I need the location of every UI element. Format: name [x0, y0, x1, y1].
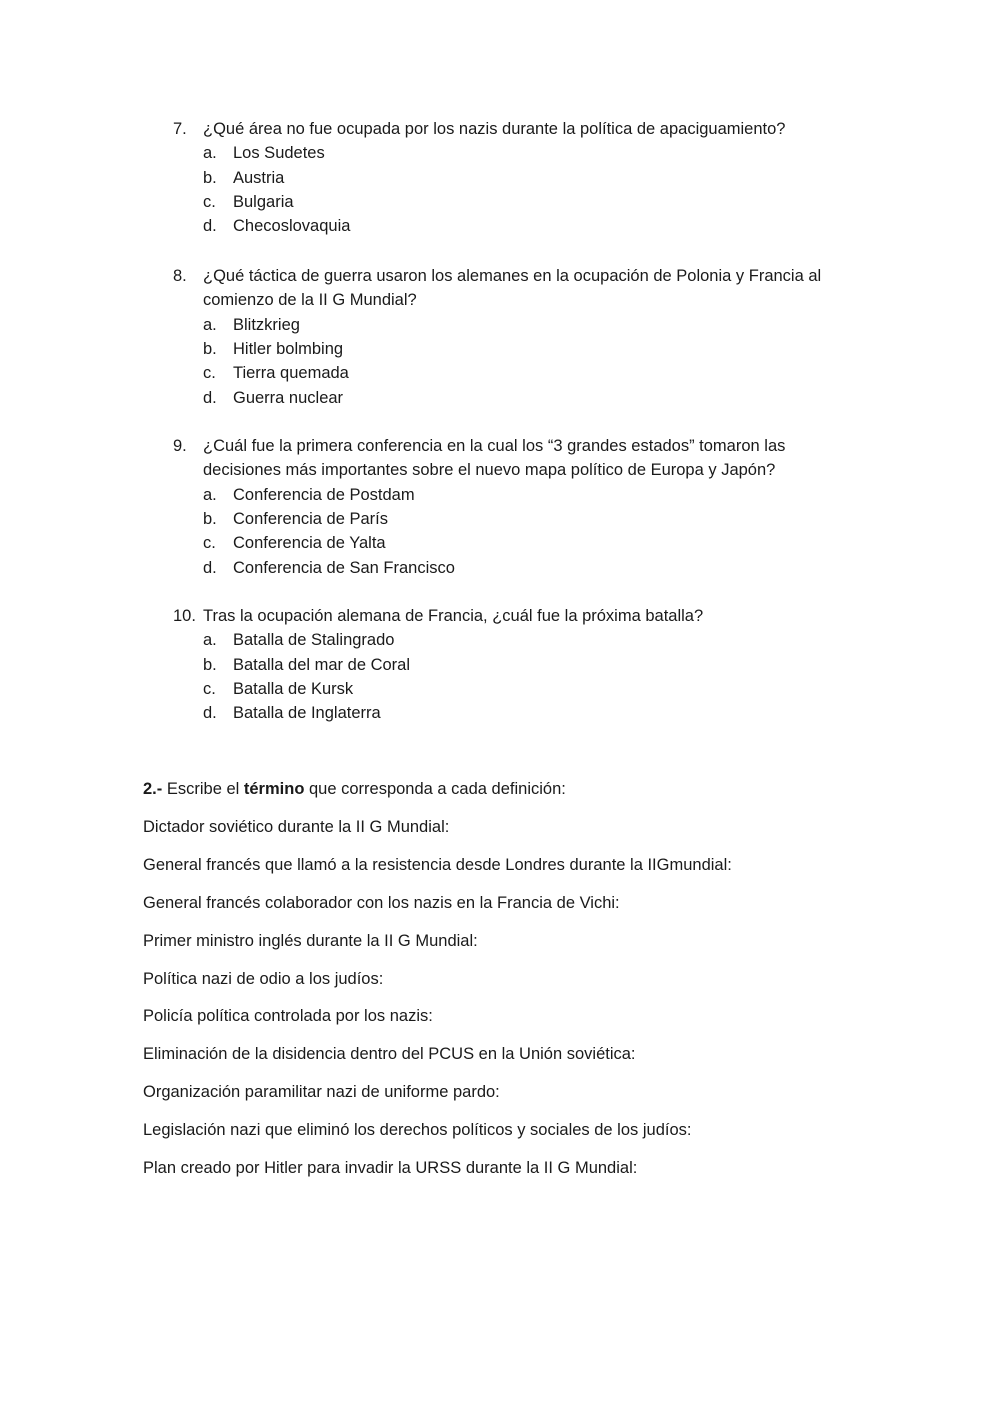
option-text: Conferencia de Postdam	[233, 485, 415, 504]
instruction-prefix: Escribe el	[162, 780, 244, 798]
definition-line: Política nazi de odio a los judíos:	[143, 970, 384, 988]
option-text: Batalla de Stalingrado	[233, 631, 395, 650]
option-letter: a.	[203, 144, 217, 163]
question-number: 7.	[173, 120, 187, 138]
answer-option	[173, 677, 853, 701]
question-text: ¿Qué táctica de guerra usaron los alemanes en la ocupación de Polonia y Francia al comienzo de la II G Mundial?	[203, 267, 822, 310]
definition-line: Legislación nazi que eliminó los derechos políticos y sociales de los judíos:	[143, 1121, 692, 1139]
option-text: Conferencia de San Francisco	[233, 558, 455, 577]
question-text: ¿Cuál fue la primera conferencia en la cual los “3 grandes estados” tomaron las decisiones más importantes sobre el nuevo mapa político de Europa y Japón?	[203, 437, 786, 480]
option-letter: c.	[203, 193, 216, 211]
option-letter: a.	[203, 485, 217, 504]
answer-option	[173, 313, 853, 337]
option-letter: d.	[203, 388, 217, 407]
definition-line: Organización paramilitar nazi de uniforme pardo:	[143, 1083, 500, 1101]
instruction-suffix: que corresponda a cada definición:	[304, 780, 566, 798]
question-number: 10.	[173, 607, 196, 625]
option-text: Conferencia de París	[233, 510, 389, 529]
option-text: Batalla del mar de Coral	[233, 655, 411, 674]
option-text: Conferencia de Yalta	[233, 534, 386, 553]
definition-line: Dictador soviético durante la II G Mundial:	[143, 818, 450, 836]
question-text: Tras la ocupación alemana de Francia, ¿cuál fue la próxima batalla?	[203, 607, 704, 625]
question-8	[173, 264, 853, 410]
option-letter: c.	[203, 364, 216, 383]
section-2-instructions	[143, 777, 566, 801]
answer-option	[173, 531, 853, 555]
answer-option	[173, 361, 853, 385]
option-letter: d.	[203, 704, 217, 723]
answer-option	[173, 190, 853, 214]
question-text: ¿Qué área no fue ocupada por los nazis durante la política de apaciguamiento?	[203, 120, 786, 138]
answer-option	[173, 653, 853, 677]
option-letter: b.	[203, 340, 217, 359]
option-text: Checoslovaquia	[233, 217, 351, 236]
definition-line: Plan creado por Hitler para invadir la URSS durante la II G Mundial:	[143, 1159, 638, 1177]
option-text: Guerra nuclear	[233, 388, 344, 407]
option-letter: b.	[203, 168, 217, 187]
option-letter: d.	[203, 558, 217, 577]
option-letter: d.	[203, 217, 217, 236]
option-text: Blitzkrieg	[233, 315, 300, 334]
answer-option	[173, 507, 853, 531]
answer-option	[173, 628, 853, 652]
option-text: Tierra quemada	[233, 364, 349, 383]
answer-option	[173, 556, 853, 580]
option-text: Hitler bolmbing	[233, 340, 344, 359]
section-number: 2.-	[143, 780, 163, 798]
option-text: Bulgaria	[233, 193, 294, 211]
option-letter: c.	[203, 680, 216, 698]
option-text: Batalla de Inglaterra	[233, 704, 381, 723]
option-letter: c.	[203, 534, 216, 553]
definition-line: Primer ministro inglés durante la II G Mundial:	[143, 932, 478, 950]
question-7	[173, 117, 853, 239]
option-letter: a.	[203, 315, 217, 334]
definition-line: General francés colaborador con los nazis en la Francia de Vichi:	[143, 894, 620, 912]
question-10	[173, 604, 853, 726]
definition-line: General francés que llamó a la resistencia desde Londres durante la IIGmundial:	[143, 856, 732, 874]
answer-option	[173, 386, 853, 410]
option-letter: b.	[203, 655, 217, 674]
answer-option	[173, 166, 853, 190]
answer-option	[173, 141, 853, 165]
question-number: 8.	[173, 267, 187, 285]
answer-option	[173, 701, 853, 725]
option-text: Austria	[233, 168, 285, 187]
definition-line: Eliminación de la disidencia dentro del PCUS en la Unión soviética:	[143, 1045, 636, 1063]
answer-option	[173, 483, 853, 507]
instruction-bold-word: término	[243, 780, 305, 798]
answer-option	[173, 337, 853, 361]
question-9	[173, 434, 853, 580]
question-number: 9.	[173, 437, 187, 455]
definition-line: Policía política controlada por los nazis:	[143, 1007, 433, 1025]
option-letter: b.	[203, 510, 217, 529]
option-text: Los Sudetes	[233, 144, 325, 163]
option-text: Batalla de Kursk	[233, 680, 354, 698]
answer-option	[173, 214, 853, 238]
option-letter: a.	[203, 631, 217, 650]
